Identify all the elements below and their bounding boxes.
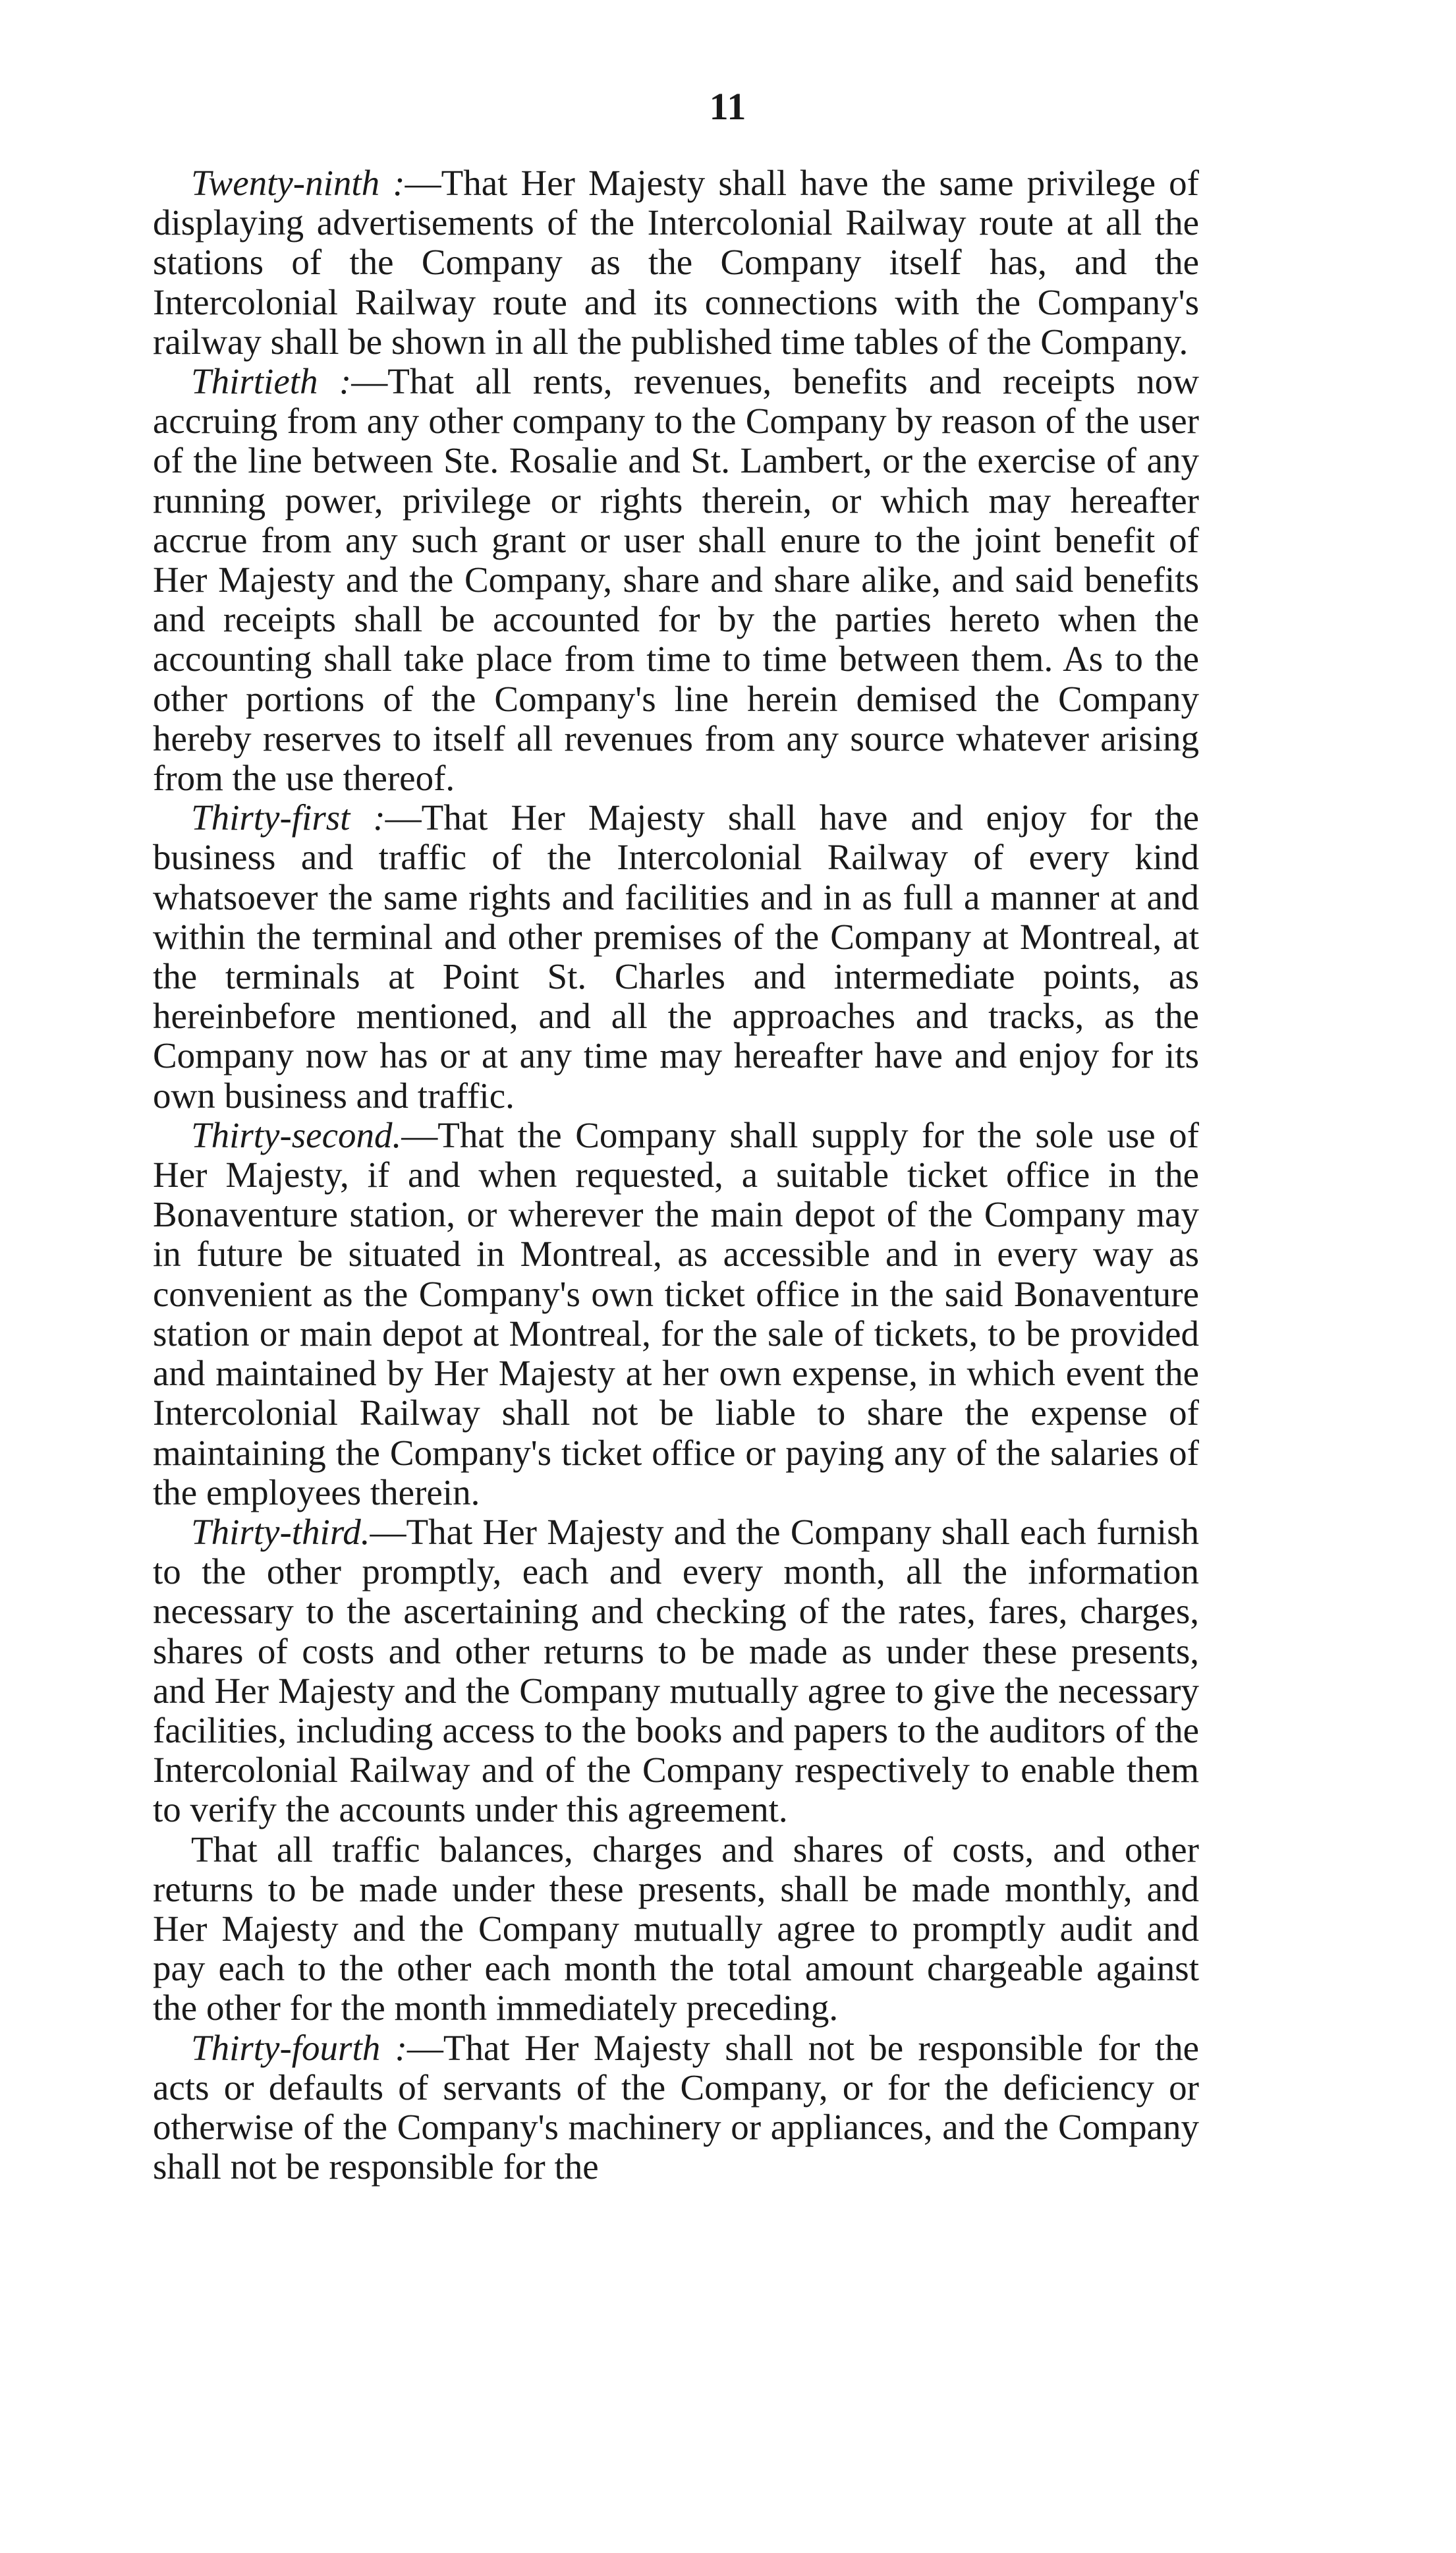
clause-body: —That Her Majesty shall have the same privilege of displaying advertisements of the Intercolonial Railway route at all the stations of the Company as the Company itself has, and the Intercolonial Railway route and its connections with the Company's railway shall be shown in all the published time tables of the Company. bbox=[153, 163, 1199, 362]
clause-heading: Twenty-ninth : bbox=[191, 163, 405, 203]
clause-heading: Thirtieth : bbox=[191, 361, 352, 402]
clause-body: —That all rents, revenues, benefits and receipts now accruing from any other company to the Company by reason of the user of the line between Ste. Rosalie and St. Lambert, or the exercise of any running power, privilege or rights therein, or which may hereafter accrue from any such grant or user shall enure to the joint benefit of Her Majesty and the Company, share and share alike, and said benefits and receipts shall be accounted for by the parties hereto when the accounting shall take place from time to time between them. As to the other portions of the Company's line herein demised the Company hereby reserves to itself all revenues from any source whatever arising from the use thereof. bbox=[153, 361, 1200, 799]
clause-heading: Thirty-second. bbox=[191, 1114, 402, 1155]
clause-heading: Thirty-third. bbox=[191, 1511, 370, 1552]
paragraph-thirty-first bbox=[153, 798, 1199, 1116]
clause-body: That all traffic balances, charges and shares of costs, and other returns to be made under these presents, shall be made monthly, and Her Majesty and the Company mutually agree to promptly audit and pay each to the other each month the total amount chargeable against the other for the month immediately preceding. bbox=[153, 1829, 1199, 2028]
paragraph-twenty-ninth bbox=[153, 163, 1199, 362]
clause-body: —That the Company shall supply for the sole use of Her Majesty, if and when requested, a suitable ticket office in the Bonaventure station, or wherever the main depot of the Company may in future be situated in Montreal, as accessible and in every way as convenient as the Company's own ticket office in the said Bonaventure station or main depot at Montreal, for the sale of tickets, to be provided and maintained by Her Majesty at her own expense, in which event the Intercolonial Railway shall not be liable to share the expense of maintaining the Company's ticket office or paying any of the salaries of the employees therein. bbox=[153, 1114, 1199, 1512]
paragraph-thirtieth bbox=[153, 362, 1199, 798]
paragraph-traffic-balances bbox=[153, 1830, 1199, 2028]
clause-body: —That Her Majesty shall not be responsible for the acts or defaults of servants of the Company, or for the deficiency or otherwise of the Company's machinery or appliances, and the Company shall not be responsible for the bbox=[153, 2027, 1200, 2187]
paragraph-thirty-fourth bbox=[153, 2028, 1199, 2187]
clause-heading: Thirty-first : bbox=[191, 797, 385, 838]
body-text bbox=[153, 163, 1199, 2187]
clause-heading: Thirty-fourth : bbox=[191, 2027, 407, 2068]
clause-body: —That Her Majesty and the Company shall each furnish to the other promptly, each and every month, all the information necessary to the ascertaining and checking of the rates, fares, charges, shares of costs and other returns to be made as under these presents, and Her Majesty and the Company mutually agree to give the necessary facilities, including access to the books and papers to the auditors of the Intercolonial Railway and of the Company respectively to enable them to verify the accounts under this agreement. bbox=[153, 1511, 1199, 1830]
clause-body: —That Her Majesty shall have and enjoy for the business and traffic of the Intercolonial Railway of every kind whatsoever the same rights and facilities and in as full a manner at and within the terminal and other premises of the Company at Montreal, at the terminals at Point St. Charles and intermediate points, as hereinbefore mentioned, and all the approaches and tracks, as the Company now has or at any time may hereafter have and enjoy for its own business and traffic. bbox=[153, 797, 1199, 1116]
paragraph-thirty-third bbox=[153, 1512, 1199, 1830]
page-number: 11 bbox=[709, 85, 747, 128]
paragraph-thirty-second bbox=[153, 1116, 1199, 1512]
